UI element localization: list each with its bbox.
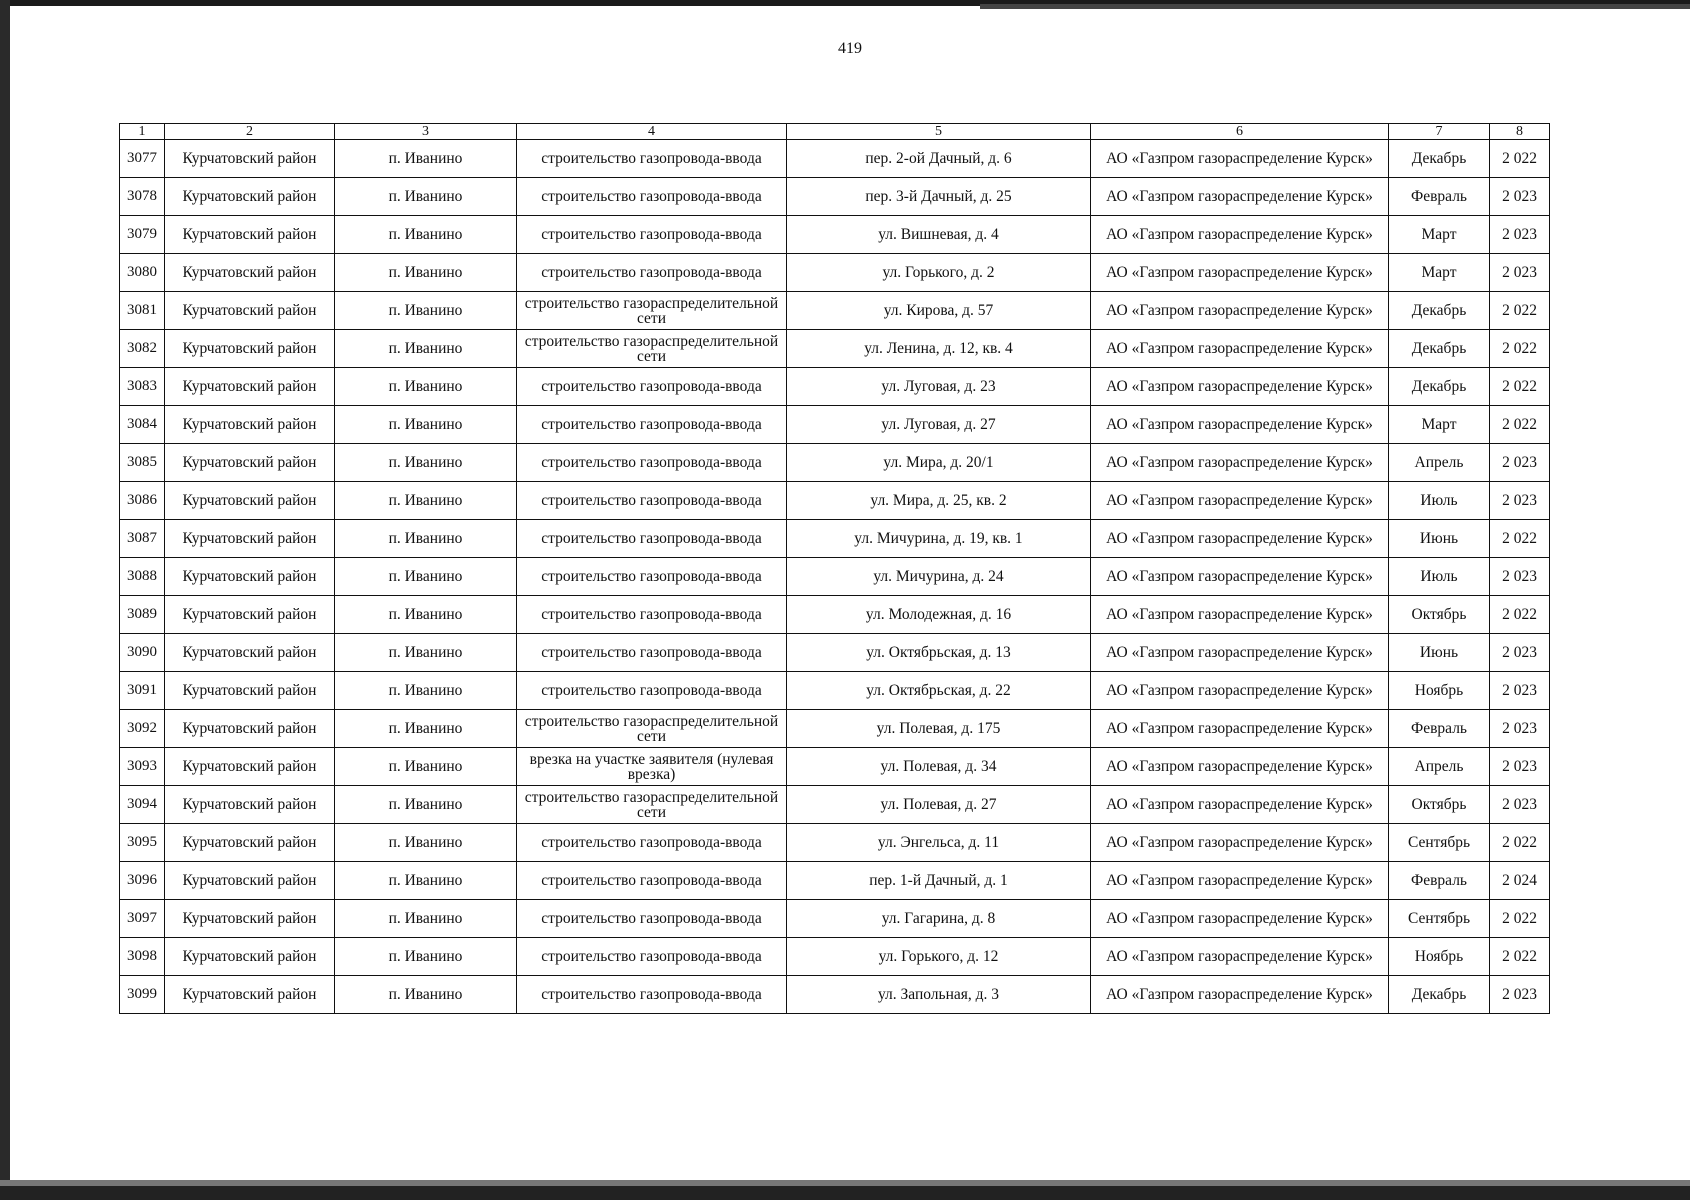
district-cell: Курчатовский район [165, 634, 335, 672]
work-type-cell: строительство газопровода-ввода [517, 178, 787, 216]
district-cell: Курчатовский район [165, 482, 335, 520]
district-cell: Курчатовский район [165, 672, 335, 710]
settlement-cell: п. Иванино [335, 444, 517, 482]
work-type-cell: строительство газопровода-ввода [517, 520, 787, 558]
organization-cell: АО «Газпром газораспределение Курск» [1091, 786, 1389, 824]
organization-cell: АО «Газпром газораспределение Курск» [1091, 824, 1389, 862]
row-number: 3080 [120, 254, 165, 292]
year-cell: 2 023 [1490, 216, 1550, 254]
table-row [120, 406, 1550, 444]
row-number: 3088 [120, 558, 165, 596]
table-row [120, 216, 1550, 254]
address-cell: ул. Горького, д. 2 [787, 254, 1091, 292]
work-type-cell: строительство газопровода-ввода [517, 216, 787, 254]
organization-cell: АО «Газпром газораспределение Курск» [1091, 482, 1389, 520]
month-cell: Апрель [1389, 444, 1490, 482]
work-type-cell: строительство газопровода-ввода [517, 254, 787, 292]
table-row [120, 444, 1550, 482]
work-type-cell: строительство газопровода-ввода [517, 406, 787, 444]
organization-cell: АО «Газпром газораспределение Курск» [1091, 406, 1389, 444]
month-cell: Ноябрь [1389, 672, 1490, 710]
table-row [120, 824, 1550, 862]
table-row [120, 596, 1550, 634]
district-cell: Курчатовский район [165, 368, 335, 406]
settlement-cell: п. Иванино [335, 254, 517, 292]
district-cell: Курчатовский район [165, 254, 335, 292]
row-number: 3081 [120, 292, 165, 330]
row-number: 3079 [120, 216, 165, 254]
organization-cell: АО «Газпром газораспределение Курск» [1091, 520, 1389, 558]
year-cell: 2 023 [1490, 254, 1550, 292]
address-cell: ул. Мичурина, д. 24 [787, 558, 1091, 596]
district-cell: Курчатовский район [165, 520, 335, 558]
month-cell: Март [1389, 216, 1490, 254]
table-row [120, 292, 1550, 330]
address-cell: ул. Молодежная, д. 16 [787, 596, 1091, 634]
table-row [120, 178, 1550, 216]
settlement-cell: п. Иванино [335, 140, 517, 178]
row-number: 3078 [120, 178, 165, 216]
address-cell: ул. Гагарина, д. 8 [787, 900, 1091, 938]
address-cell: пер. 1-й Дачный, д. 1 [787, 862, 1091, 900]
row-number: 3097 [120, 900, 165, 938]
row-number: 3086 [120, 482, 165, 520]
district-cell: Курчатовский район [165, 938, 335, 976]
table-row [120, 938, 1550, 976]
year-cell: 2 023 [1490, 444, 1550, 482]
organization-cell: АО «Газпром газораспределение Курск» [1091, 444, 1389, 482]
organization-cell: АО «Газпром газораспределение Курск» [1091, 596, 1389, 634]
table-row [120, 520, 1550, 558]
work-type-cell: строительство газопровода-ввода [517, 558, 787, 596]
work-type-cell: строительство газопровода-ввода [517, 140, 787, 178]
district-cell: Курчатовский район [165, 178, 335, 216]
year-cell: 2 022 [1490, 330, 1550, 368]
month-cell: Декабрь [1389, 368, 1490, 406]
organization-cell: АО «Газпром газораспределение Курск» [1091, 368, 1389, 406]
scan-edge-top-streak [980, 4, 1690, 9]
month-cell: Апрель [1389, 748, 1490, 786]
table-header-row [120, 124, 1550, 140]
table-row [120, 634, 1550, 672]
district-cell: Курчатовский район [165, 862, 335, 900]
year-cell: 2 023 [1490, 178, 1550, 216]
district-cell: Курчатовский район [165, 444, 335, 482]
settlement-cell: п. Иванино [335, 672, 517, 710]
address-cell: ул. Ленина, д. 12, кв. 4 [787, 330, 1091, 368]
organization-cell: АО «Газпром газораспределение Курск» [1091, 976, 1389, 1014]
district-cell: Курчатовский район [165, 558, 335, 596]
month-cell: Ноябрь [1389, 938, 1490, 976]
address-cell: ул. Кирова, д. 57 [787, 292, 1091, 330]
organization-cell: АО «Газпром газораспределение Курск» [1091, 140, 1389, 178]
page-number: 419 [838, 40, 862, 57]
work-type-cell: строительство газопровода-ввода [517, 634, 787, 672]
scan-edge-bottom [0, 1186, 1690, 1200]
settlement-cell: п. Иванино [335, 596, 517, 634]
column-header: 2 [165, 124, 335, 140]
table-row [120, 330, 1550, 368]
settlement-cell: п. Иванино [335, 710, 517, 748]
address-cell: ул. Мичурина, д. 19, кв. 1 [787, 520, 1091, 558]
settlement-cell: п. Иванино [335, 330, 517, 368]
district-cell: Курчатовский район [165, 710, 335, 748]
address-cell: ул. Вишневая, д. 4 [787, 216, 1091, 254]
month-cell: Февраль [1389, 862, 1490, 900]
organization-cell: АО «Газпром газораспределение Курск» [1091, 748, 1389, 786]
address-cell: ул. Мира, д. 25, кв. 2 [787, 482, 1091, 520]
address-cell: ул. Луговая, д. 23 [787, 368, 1091, 406]
organization-cell: АО «Газпром газораспределение Курск» [1091, 900, 1389, 938]
organization-cell: АО «Газпром газораспределение Курск» [1091, 292, 1389, 330]
work-type-cell: врезка на участке заявителя (нулевая врезка) [517, 748, 787, 786]
year-cell: 2 023 [1490, 634, 1550, 672]
row-number: 3085 [120, 444, 165, 482]
year-cell: 2 023 [1490, 482, 1550, 520]
month-cell: Октябрь [1389, 596, 1490, 634]
month-cell: Февраль [1389, 178, 1490, 216]
year-cell: 2 022 [1490, 292, 1550, 330]
settlement-cell: п. Иванино [335, 634, 517, 672]
month-cell: Октябрь [1389, 786, 1490, 824]
month-cell: Июнь [1389, 634, 1490, 672]
year-cell: 2 022 [1490, 938, 1550, 976]
work-type-cell: строительство газопровода-ввода [517, 368, 787, 406]
month-cell: Июнь [1389, 520, 1490, 558]
organization-cell: АО «Газпром газораспределение Курск» [1091, 330, 1389, 368]
settlement-cell: п. Иванино [335, 558, 517, 596]
settlement-cell: п. Иванино [335, 406, 517, 444]
year-cell: 2 022 [1490, 140, 1550, 178]
table-row [120, 672, 1550, 710]
district-cell: Курчатовский район [165, 406, 335, 444]
organization-cell: АО «Газпром газораспределение Курск» [1091, 862, 1389, 900]
year-cell: 2 022 [1490, 406, 1550, 444]
month-cell: Сентябрь [1389, 900, 1490, 938]
row-number: 3087 [120, 520, 165, 558]
row-number: 3099 [120, 976, 165, 1014]
table-row [120, 254, 1550, 292]
column-header: 7 [1389, 124, 1490, 140]
organization-cell: АО «Газпром газораспределение Курск» [1091, 216, 1389, 254]
settlement-cell: п. Иванино [335, 748, 517, 786]
month-cell: Сентябрь [1389, 824, 1490, 862]
row-number: 3084 [120, 406, 165, 444]
district-cell: Курчатовский район [165, 292, 335, 330]
row-number: 3082 [120, 330, 165, 368]
year-cell: 2 022 [1490, 900, 1550, 938]
settlement-cell: п. Иванино [335, 178, 517, 216]
work-type-cell: строительство газопровода-ввода [517, 824, 787, 862]
table-body [120, 140, 1550, 1014]
year-cell: 2 022 [1490, 596, 1550, 634]
year-cell: 2 023 [1490, 976, 1550, 1014]
month-cell: Декабрь [1389, 140, 1490, 178]
row-number: 3083 [120, 368, 165, 406]
year-cell: 2 024 [1490, 862, 1550, 900]
year-cell: 2 023 [1490, 672, 1550, 710]
row-number: 3092 [120, 710, 165, 748]
work-type-cell: строительство газораспределительной сети [517, 786, 787, 824]
address-cell: ул. Горького, д. 12 [787, 938, 1091, 976]
row-number: 3077 [120, 140, 165, 178]
organization-cell: АО «Газпром газораспределение Курск» [1091, 178, 1389, 216]
work-type-cell: строительство газопровода-ввода [517, 672, 787, 710]
settlement-cell: п. Иванино [335, 786, 517, 824]
table-row [120, 482, 1550, 520]
district-cell: Курчатовский район [165, 786, 335, 824]
address-cell: ул. Полевая, д. 27 [787, 786, 1091, 824]
settlement-cell: п. Иванино [335, 976, 517, 1014]
table-row [120, 368, 1550, 406]
organization-cell: АО «Газпром газораспределение Курск» [1091, 634, 1389, 672]
work-type-cell: строительство газопровода-ввода [517, 938, 787, 976]
column-header: 4 [517, 124, 787, 140]
scan-edge-left [0, 0, 10, 1180]
month-cell: Июль [1389, 558, 1490, 596]
table-row [120, 900, 1550, 938]
month-cell: Декабрь [1389, 330, 1490, 368]
month-cell: Февраль [1389, 710, 1490, 748]
organization-cell: АО «Газпром газораспределение Курск» [1091, 672, 1389, 710]
year-cell: 2 023 [1490, 786, 1550, 824]
table-row [120, 786, 1550, 824]
year-cell: 2 022 [1490, 368, 1550, 406]
address-cell: ул. Полевая, д. 34 [787, 748, 1091, 786]
month-cell: Декабрь [1389, 976, 1490, 1014]
district-cell: Курчатовский район [165, 596, 335, 634]
organization-cell: АО «Газпром газораспределение Курск» [1091, 710, 1389, 748]
settlement-cell: п. Иванино [335, 824, 517, 862]
row-number: 3090 [120, 634, 165, 672]
row-number: 3091 [120, 672, 165, 710]
work-type-cell: строительство газопровода-ввода [517, 482, 787, 520]
month-cell: Март [1389, 406, 1490, 444]
data-table [119, 123, 1550, 1014]
settlement-cell: п. Иванино [335, 368, 517, 406]
column-header: 6 [1091, 124, 1389, 140]
table-row [120, 862, 1550, 900]
row-number: 3096 [120, 862, 165, 900]
address-cell: ул. Полевая, д. 175 [787, 710, 1091, 748]
year-cell: 2 023 [1490, 558, 1550, 596]
month-cell: Июль [1389, 482, 1490, 520]
column-header: 5 [787, 124, 1091, 140]
work-type-cell: строительство газораспределительной сети [517, 330, 787, 368]
row-number: 3095 [120, 824, 165, 862]
settlement-cell: п. Иванино [335, 482, 517, 520]
work-type-cell: строительство газопровода-ввода [517, 444, 787, 482]
organization-cell: АО «Газпром газораспределение Курск» [1091, 938, 1389, 976]
district-cell: Курчатовский район [165, 976, 335, 1014]
district-cell: Курчатовский район [165, 330, 335, 368]
settlement-cell: п. Иванино [335, 938, 517, 976]
table-row [120, 710, 1550, 748]
organization-cell: АО «Газпром газораспределение Курск» [1091, 254, 1389, 292]
district-cell: Курчатовский район [165, 900, 335, 938]
row-number: 3094 [120, 786, 165, 824]
table-row [120, 976, 1550, 1014]
work-type-cell: строительство газопровода-ввода [517, 596, 787, 634]
work-type-cell: строительство газопровода-ввода [517, 900, 787, 938]
column-header: 3 [335, 124, 517, 140]
address-cell: пер. 2-ой Дачный, д. 6 [787, 140, 1091, 178]
settlement-cell: п. Иванино [335, 900, 517, 938]
table-row [120, 140, 1550, 178]
settlement-cell: п. Иванино [335, 216, 517, 254]
settlement-cell: п. Иванино [335, 520, 517, 558]
row-number: 3098 [120, 938, 165, 976]
work-type-cell: строительство газопровода-ввода [517, 976, 787, 1014]
organization-cell: АО «Газпром газораспределение Курск» [1091, 558, 1389, 596]
settlement-cell: п. Иванино [335, 292, 517, 330]
district-cell: Курчатовский район [165, 824, 335, 862]
column-header: 1 [120, 124, 165, 140]
district-cell: Курчатовский район [165, 748, 335, 786]
address-cell: ул. Мира, д. 20/1 [787, 444, 1091, 482]
address-cell: ул. Октябрьская, д. 13 [787, 634, 1091, 672]
address-cell: ул. Октябрьская, д. 22 [787, 672, 1091, 710]
month-cell: Декабрь [1389, 292, 1490, 330]
month-cell: Март [1389, 254, 1490, 292]
row-number: 3093 [120, 748, 165, 786]
year-cell: 2 023 [1490, 748, 1550, 786]
address-cell: ул. Энгельса, д. 11 [787, 824, 1091, 862]
work-type-cell: строительство газопровода-ввода [517, 862, 787, 900]
year-cell: 2 023 [1490, 710, 1550, 748]
row-number: 3089 [120, 596, 165, 634]
address-cell: ул. Луговая, д. 27 [787, 406, 1091, 444]
work-type-cell: строительство газораспределительной сети [517, 710, 787, 748]
address-cell: пер. 3-й Дачный, д. 25 [787, 178, 1091, 216]
district-cell: Курчатовский район [165, 216, 335, 254]
year-cell: 2 022 [1490, 824, 1550, 862]
year-cell: 2 022 [1490, 520, 1550, 558]
district-cell: Курчатовский район [165, 140, 335, 178]
table-row [120, 748, 1550, 786]
settlement-cell: п. Иванино [335, 862, 517, 900]
column-header: 8 [1490, 124, 1550, 140]
table-row [120, 558, 1550, 596]
address-cell: ул. Запольная, д. 3 [787, 976, 1091, 1014]
work-type-cell: строительство газораспределительной сети [517, 292, 787, 330]
